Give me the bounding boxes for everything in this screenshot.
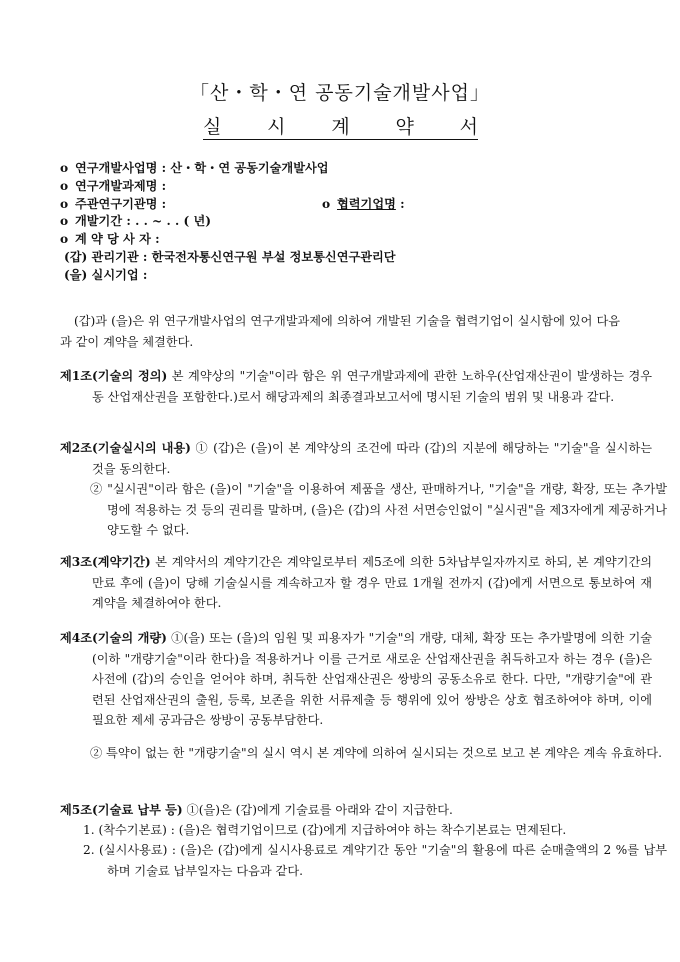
article-heading: 제1조(기술의 정의) (60, 369, 168, 383)
info-contract-parties: o 계 약 당 사 자 : (60, 231, 660, 249)
article-5-item-1: 1. (착수기본료) : (을)은 협력기업이므로 (갑)에게 지급하여야 하는 착수기본료는 면제된다. (83, 823, 567, 837)
bullet-icon: o (60, 161, 69, 175)
article-heading: 제2조(기술실시의 내용) (60, 441, 191, 455)
info-lead-institution: o 주관연구기관명 : o 협력기업명 : (60, 196, 660, 214)
article-5-item-2: 2. (실시사용료) : (을)은 (갑)에게 실시사용료로 계약기간 동안 "기술"의 활용에 따른 순매출액의 2 %를 납부하며 기술료 납부일자는 다음과 같다. (83, 843, 667, 878)
article-5 (60, 800, 652, 821)
article-4 (60, 628, 652, 731)
article-2 (60, 438, 652, 479)
article-heading: 제5조(기술료 납부 등) (60, 803, 183, 817)
info-development-period: o 개발기간 : . . ~ . . ( 년) (60, 213, 660, 231)
article-1 (60, 366, 652, 407)
info-partner-company: o 협력기업명 : (322, 196, 405, 214)
info-task-name: o 연구개발과제명 : (60, 178, 660, 196)
article-text: 본 계약상의 "기술"이라 함은 위 연구개발과제에 관한 노하우(산업재산권이 발생하는 경우 동 산업재산권을 포함한다.)로서 해당과제의 최종결과보고서에 명시된 기술의 범위 및 내용과 같다. (92, 369, 653, 404)
article-2-clause-2: ② "실시권"이라 함은 (을)이 "기술"을 이용하여 제품을 생산, 판매하거나, "기술"을 개량, 확장, 또는 추가발명에 적용하는 것 등의 권리를 말하며, (을)은 (갑)의 사전 서면승인없이 "실시권"을 제3자에게 제공하거나 양도할 수 없다. (90, 482, 667, 537)
article-text: ①(을) 또는 (을)의 임원 및 피용자가 "기술"의 개량, 대체, 확장 또는 추가발명에 의한 기술(이하 "개량기술"이라 한다)을 적용하거나 이를 근거로 새로운 산업재산권을 취득하고자 하는 경우 (을)은 사전에 (갑)의 승인을 얻어야 하며, 취득한 산업재산권은 쌍방의 공동소유로 한다. 다만, "개량기술"에 관련된 산업재산권의 출원, 등록, 보존을 위한 서류제출 등 행위에 있어 쌍방은 상호 협조하여야 하며, 이에 필요한 제세 공과금은 쌍방이 공동부담한다. (92, 631, 652, 727)
article-text: ① (갑)은 (을)이 본 계약상의 조건에 따라 (갑)의 지분에 해당하는 "기술"을 실시하는 것을 동의한다. (92, 441, 652, 476)
info-party-b: (을) 실시기업 : (64, 267, 148, 282)
article-heading: 제3조(계약기간) (60, 555, 151, 569)
bullet-icon: o (60, 196, 69, 211)
article-4-clause-2: ② 특약이 없는 한 "개량기술"의 실시 역시 본 계약에 의하여 실시되는 것으로 보고 본 계약은 계속 유효하다. (90, 746, 662, 760)
bullet-icon: o (322, 196, 331, 211)
article-text: ①(을)은 (갑)에게 기술료를 아래와 같이 지급한다. (182, 803, 453, 817)
document-subtitle: 실 시 계 약 서 (203, 116, 478, 138)
bullet-icon: o (60, 232, 69, 247)
intro-paragraph: (갑)과 (을)은 위 연구개발사업의 연구개발과제에 의하여 개발된 기술을 협력기업이 실시함에 있어 다음과 같이 계약을 체결한다. (60, 314, 620, 349)
info-party-a: (갑) 관리기관 : 한국전자통신연구원 부설 정보통신연구관리단 (64, 249, 396, 264)
article-text: 본 계약서의 계약기간은 계약일로부터 제5조에 의한 5차납부일자까지로 하되, 본 계약기간의 만료 후에 (을)이 당해 기술실시를 계속하고자 할 경우 만료 1개월 전까지 (갑)에게 서면으로 통보하여 재계약을 체결하여야 한다. (92, 555, 652, 610)
info-project-name: o 연구개발사업명 : 산・학・연 공동기술개발사업 (60, 160, 660, 178)
contract-info-block (60, 160, 660, 285)
bullet-icon: o (60, 214, 69, 229)
document-title: 「산・학・연 공동기술개발사업」 (190, 82, 490, 104)
bullet-icon: o (60, 178, 69, 193)
article-3 (60, 552, 652, 614)
article-heading: 제4조(기술의 개량) (60, 631, 167, 645)
